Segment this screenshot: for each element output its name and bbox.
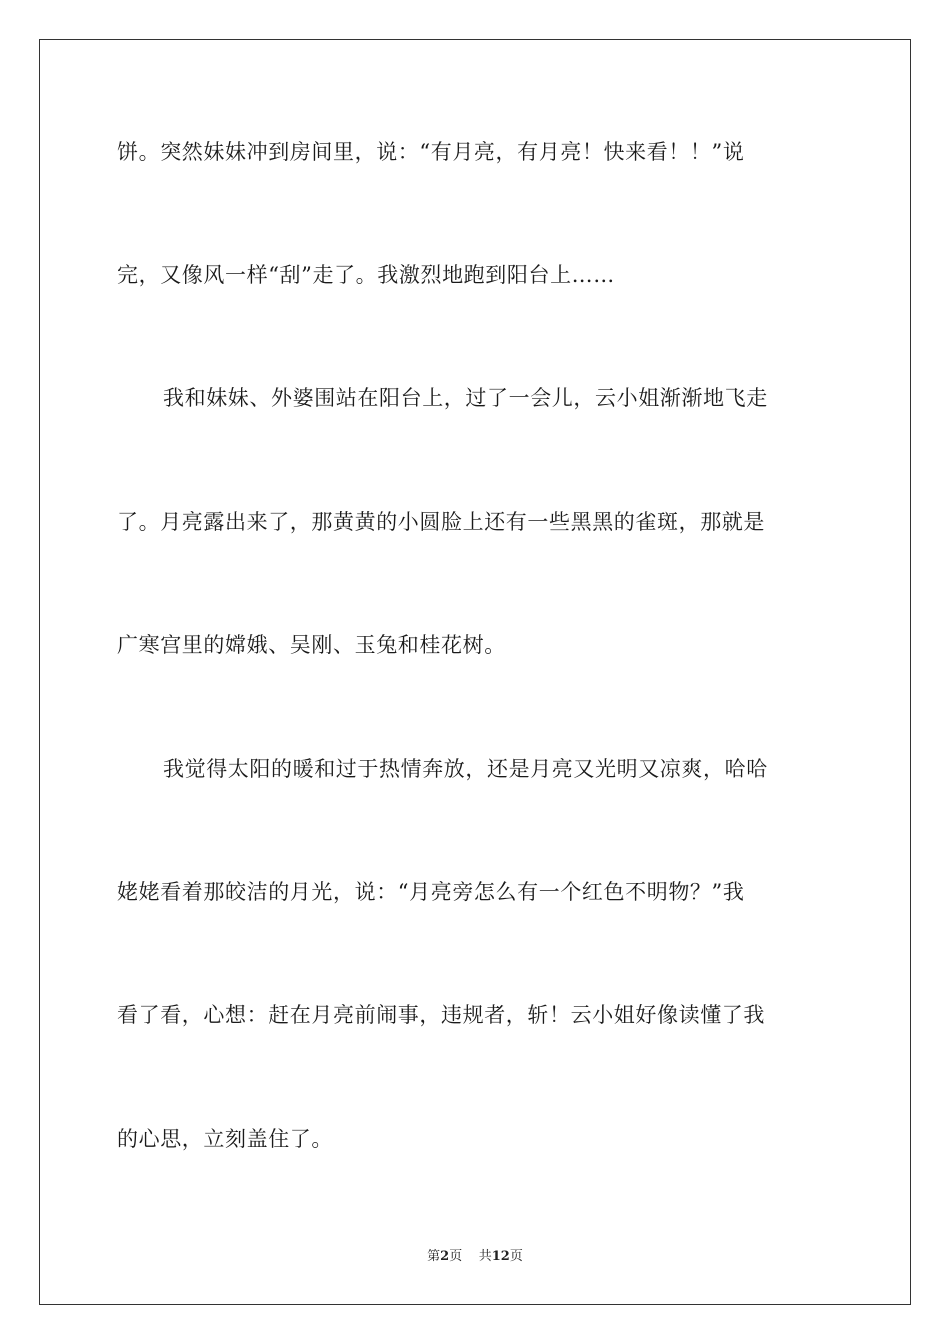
page-border bbox=[39, 39, 911, 1305]
total-suffix: 页 bbox=[509, 1249, 523, 1264]
text-line-7: 姥姥看着那皎洁的月光，说：“月亮旁怎么有一个红色不明物？”我 bbox=[117, 880, 745, 904]
text-line-3: 我和妹妹、外婆围站在阳台上，过了一会儿，云小姐渐渐地飞走 bbox=[163, 386, 768, 410]
text-line-1: 饼。突然妹妹冲到房间里，说：“有月亮，有月亮！快来看！！”说 bbox=[117, 140, 745, 164]
text-line-6: 我觉得太阳的暖和过于热情奔放，还是月亮又光明又凉爽，哈哈 bbox=[163, 757, 768, 781]
total-prefix: 共 bbox=[478, 1249, 492, 1264]
page-footer bbox=[0, 1248, 950, 1266]
text-line-5: 广寒宫里的嫦娥、吴刚、玉兔和桂花树。 bbox=[117, 633, 506, 657]
page-number: 2 bbox=[440, 1249, 450, 1264]
page-prefix: 第 bbox=[427, 1249, 441, 1264]
text-line-8: 看了看，心想：赶在月亮前闹事，违规者，斩！云小姐好像读懂了我 bbox=[117, 1003, 765, 1027]
text-line-9: 的心思，立刻盖住了。 bbox=[117, 1127, 333, 1151]
total-pages: 12 bbox=[491, 1249, 510, 1264]
page-suffix: 页 bbox=[449, 1249, 463, 1264]
text-line-2: 完，又像风一样“刮”走了。我激烈地跑到阳台上…… bbox=[117, 263, 615, 287]
text-line-4: 了。月亮露出来了，那黄黄的小圆脸上还有一些黑黑的雀斑，那就是 bbox=[117, 510, 765, 534]
